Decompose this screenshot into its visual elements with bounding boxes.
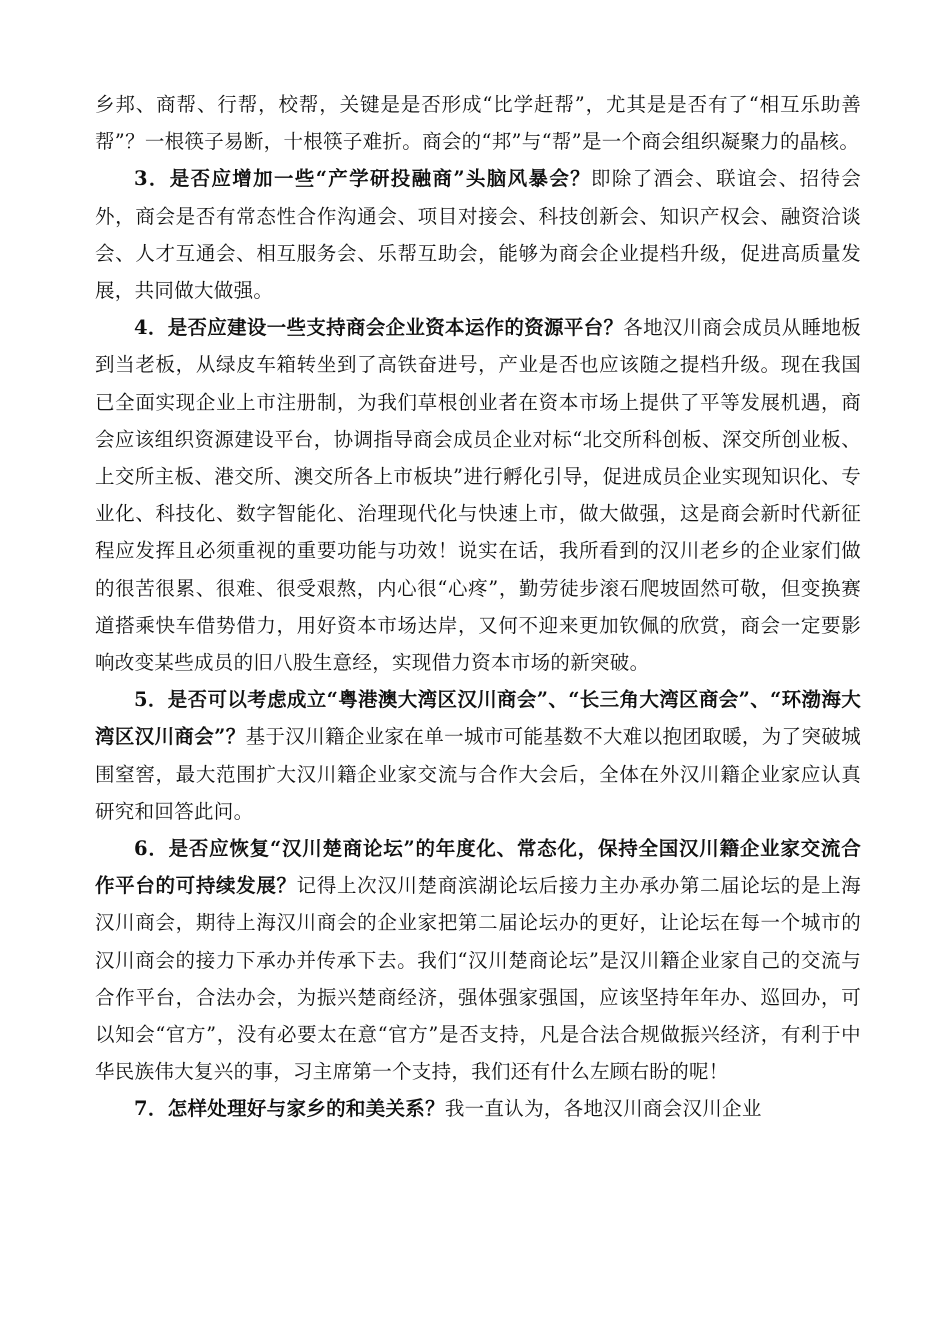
paragraph-item-6 xyxy=(95,830,861,1090)
paragraph-body: 乡邦、商帮、行帮，校帮，关键是是否形成“比学赶帮”，尤其是是否有了“相互乐助善帮”？一根筷子易断，十根筷子难折。商会的“邦”与“帮”是一个商会组织凝聚力的晶核。 xyxy=(95,93,861,154)
paragraph-continued xyxy=(95,86,861,160)
paragraph-item-7 xyxy=(95,1090,861,1127)
paragraph-item-4 xyxy=(95,309,861,681)
paragraph-item-5 xyxy=(95,681,861,830)
paragraph-body: 各地汉川商会成员从睡地板到当老板，从绿皮车箱转坐到了高铁奋进号，产业是否也应该随之提档升级。现在我国已全面实现企业上市注册制，为我们草根创业者在资本市场上提供了平等发展机遇，商会应该组织资源建设平台，协调指导商会成员企业对标“北交所科创板、深交所创业板、上交所主板、港交所、澳交所各上市板块”进行孵化引导，促进成员企业实现知识化、专业化、科技化、数字智能化、治理现代化与快速上市，做大做强，这是商会新时代新征程应发挥且必须重视的重要功能与功效！说实在话，我所看到的汉川老乡的企业家们做的很苦很累、很难、很受艰熬，内心很“心疼”，勤劳徒步滚石爬坡固然可敬，但变换赛道搭乘快车借势借力，用好资本市场达岸，又何不迎来更加钦佩的欣赏，商会一定要影响改变某些成员的旧八股生意经，实现借力资本市场的新突破。 xyxy=(95,316,861,675)
item-heading: 是否可以考虑成立“粤港澳大湾区汉川商会”、“长三角大湾区商会”、“环渤海大湾区汉川商会”？ xyxy=(95,688,861,749)
item-heading: 是否应建设一些支持商会企业资本运作的资源平台？ xyxy=(167,316,624,340)
item-number: 6． xyxy=(134,837,169,861)
item-number: 4． xyxy=(134,316,168,340)
item-number: 3． xyxy=(134,167,170,191)
document-page xyxy=(95,86,861,1276)
paragraph-body: 即除了酒会、联谊会、招待会外，商会是否有常态性合作沟通会、项目对接会、科技创新会、知识产权会、融资洽谈会、人才互通会、相互服务会、乐帮互助会，能够为商会企业提档升级，促进高质量发展，共同做大做强。 xyxy=(95,167,861,303)
item-number: 5． xyxy=(134,688,168,712)
paragraph-body: 基于汉川籍企业家在单一城市可能基数不大难以抱团取暖，为了突破城围窒窖，最大范围扩大汉川籍企业家交流与合作大会后，全体在外汉川籍企业家应认真研究和回答此问。 xyxy=(95,725,861,823)
item-heading: 怎样处理好与家乡的和美关系？ xyxy=(167,1097,445,1121)
paragraph-body: 我一直认为，各地汉川商会汉川企业 xyxy=(444,1097,762,1121)
paragraph-body: 记得上次汉川楚商滨湖论坛后接力主办承办第二届论坛的是上海汉川商会，期待上海汉川商会的企业家把第二届论坛办的更好，让论坛在每一个城市的汉川商会的接力下承办并传承下去。我们“汉川楚商论坛”是汉川籍企业家自己的交流与合作平台，合法办会，为振兴楚商经济，强体强家强国，应该坚持年年办、巡回办，可以知会“官方”，没有必要太在意“官方”是否支持，凡是合法合规做振兴经济，有利于中华民族伟大复兴的事，习主席第一个支持，我们还有什么左顾右盼的呢！ xyxy=(95,874,861,1084)
item-heading: 是否应增加一些“产学研投融商”头脑风暴会？ xyxy=(169,167,592,191)
item-number: 7． xyxy=(134,1097,168,1121)
item-heading: 是否应恢复“汉川楚商论坛”的年度化、常态化，保持全国汉川籍企业家交流合作平台的可持续发展？ xyxy=(95,837,861,898)
paragraph-item-3 xyxy=(95,160,861,309)
